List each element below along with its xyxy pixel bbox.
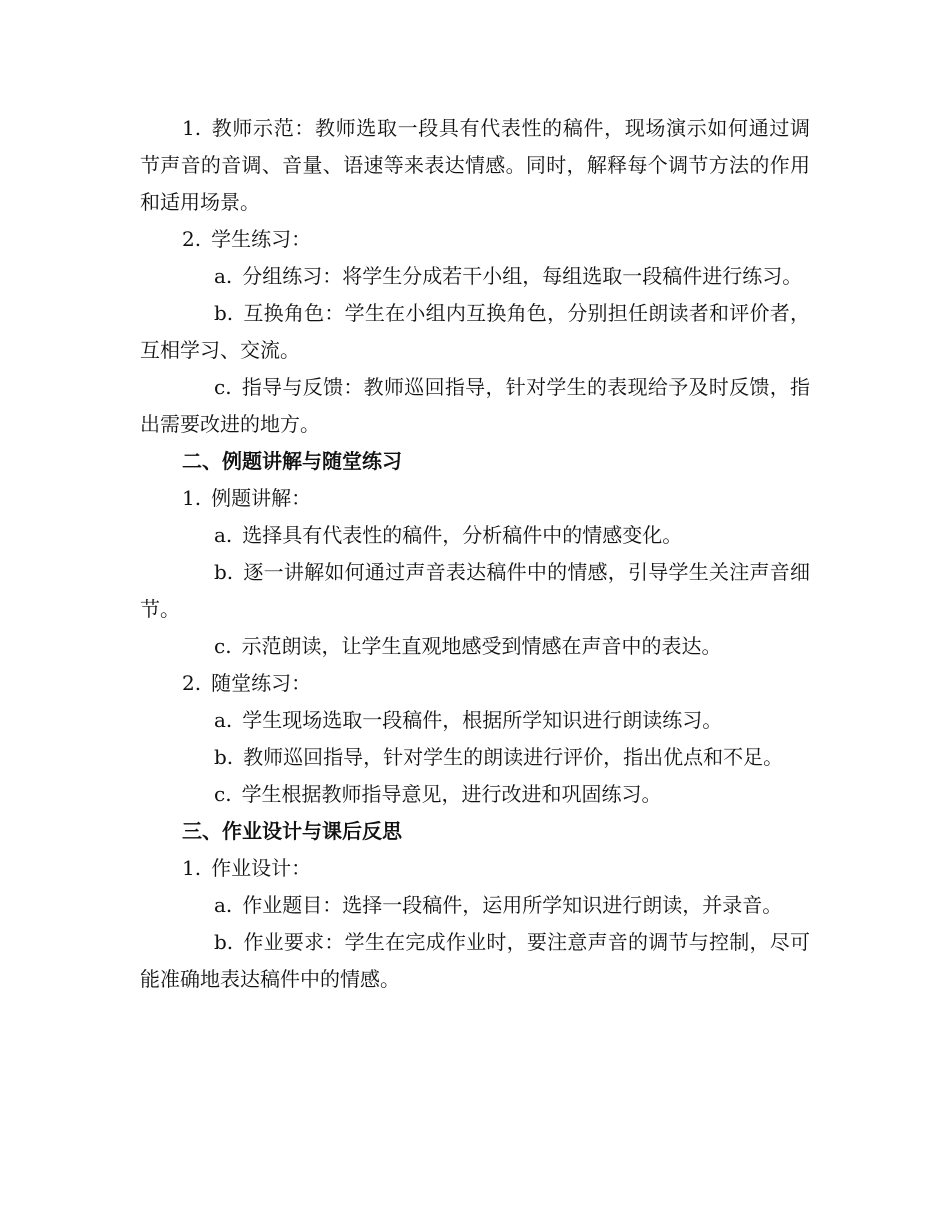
paragraph-text: 作业题目：选择一段稿件，运用所学知识进行朗读，并录音。 bbox=[242, 893, 783, 917]
list-marker: b. bbox=[214, 560, 234, 584]
list-marker: a. bbox=[214, 523, 233, 547]
paragraph-text: 示范朗读，让学生直观地感受到情感在声音中的表达。 bbox=[241, 634, 722, 658]
paragraph-text: 指导与反馈：教师巡回指导，针对学生的表现给予及时反馈，指出需要改进的地方。 bbox=[140, 375, 810, 436]
list-marker: b. bbox=[214, 301, 234, 325]
group-practice-paragraph bbox=[140, 258, 810, 295]
list-marker: b. bbox=[214, 930, 234, 954]
paragraph-text: 作业要求：学生在完成作业时，要注意声音的调节与控制，尽可能准确地表达稿件中的情感。 bbox=[140, 930, 810, 991]
paragraph-text: 教师示范：教师选取一段具有代表性的稿件，现场演示如何通过调节声音的音调、音量、语速等来表达情感。同时，解释每个调节方法的作用和适用场景。 bbox=[140, 116, 810, 214]
document-page bbox=[140, 110, 810, 998]
paragraph-text: 教师巡回指导，针对学生的朗读进行评价，指出优点和不足。 bbox=[243, 745, 784, 769]
section-heading-examples: 二、例题讲解与随堂练习 bbox=[182, 449, 402, 473]
teacher-demo-paragraph bbox=[140, 110, 810, 221]
homework-requirement-paragraph bbox=[140, 924, 810, 998]
list-marker: 1. bbox=[182, 486, 202, 510]
homework-topic-paragraph bbox=[140, 887, 810, 924]
paragraph-text: 选择具有代表性的稿件，分析稿件中的情感变化。 bbox=[242, 523, 683, 547]
paragraph-text: 随堂练习： bbox=[211, 671, 312, 695]
list-marker: a. bbox=[214, 893, 233, 917]
paragraph-text: 学生根据教师指导意见，进行改进和巩固练习。 bbox=[241, 782, 662, 806]
list-marker: a. bbox=[214, 708, 233, 732]
paragraph-text: 互换角色：学生在小组内互换角色，分别担任朗读者和评价者，互相学习、交流。 bbox=[140, 301, 810, 362]
list-marker: 2. bbox=[182, 671, 202, 695]
demo-reading-paragraph bbox=[140, 628, 810, 665]
list-marker: c. bbox=[214, 782, 232, 806]
in-class-practice-paragraph bbox=[140, 665, 810, 702]
paragraph-text: 学生练习： bbox=[211, 227, 312, 251]
paragraph-text: 分组练习：将学生分成若干小组，每组选取一段稿件进行练习。 bbox=[242, 264, 803, 288]
paragraph-text: 学生现场选取一段稿件，根据所学知识进行朗读练习。 bbox=[242, 708, 723, 732]
list-marker: 1. bbox=[182, 116, 202, 140]
teacher-evaluation-paragraph bbox=[140, 739, 810, 776]
explain-voice-paragraph bbox=[140, 554, 810, 628]
list-marker: c. bbox=[214, 375, 232, 399]
paragraph-text: 作业设计： bbox=[211, 856, 312, 880]
list-marker: a. bbox=[214, 264, 233, 288]
list-marker: b. bbox=[214, 745, 234, 769]
role-swap-paragraph bbox=[140, 295, 810, 369]
onsite-reading-paragraph bbox=[140, 702, 810, 739]
paragraph-text: 例题讲解： bbox=[211, 486, 312, 510]
homework-design-paragraph bbox=[140, 850, 810, 887]
paragraph-text: 逐一讲解如何通过声音表达稿件中的情感，引导学生关注声音细节。 bbox=[140, 560, 810, 621]
list-marker: 1. bbox=[182, 856, 202, 880]
list-marker: 2. bbox=[182, 227, 202, 251]
list-marker: c. bbox=[214, 634, 232, 658]
example-explanation-paragraph bbox=[140, 480, 810, 517]
student-practice-paragraph bbox=[140, 221, 810, 258]
section-heading-homework: 三、作业设计与课后反思 bbox=[182, 819, 402, 843]
select-manuscript-paragraph bbox=[140, 517, 810, 554]
guidance-feedback-paragraph bbox=[140, 369, 810, 443]
improvement-paragraph bbox=[140, 776, 810, 813]
